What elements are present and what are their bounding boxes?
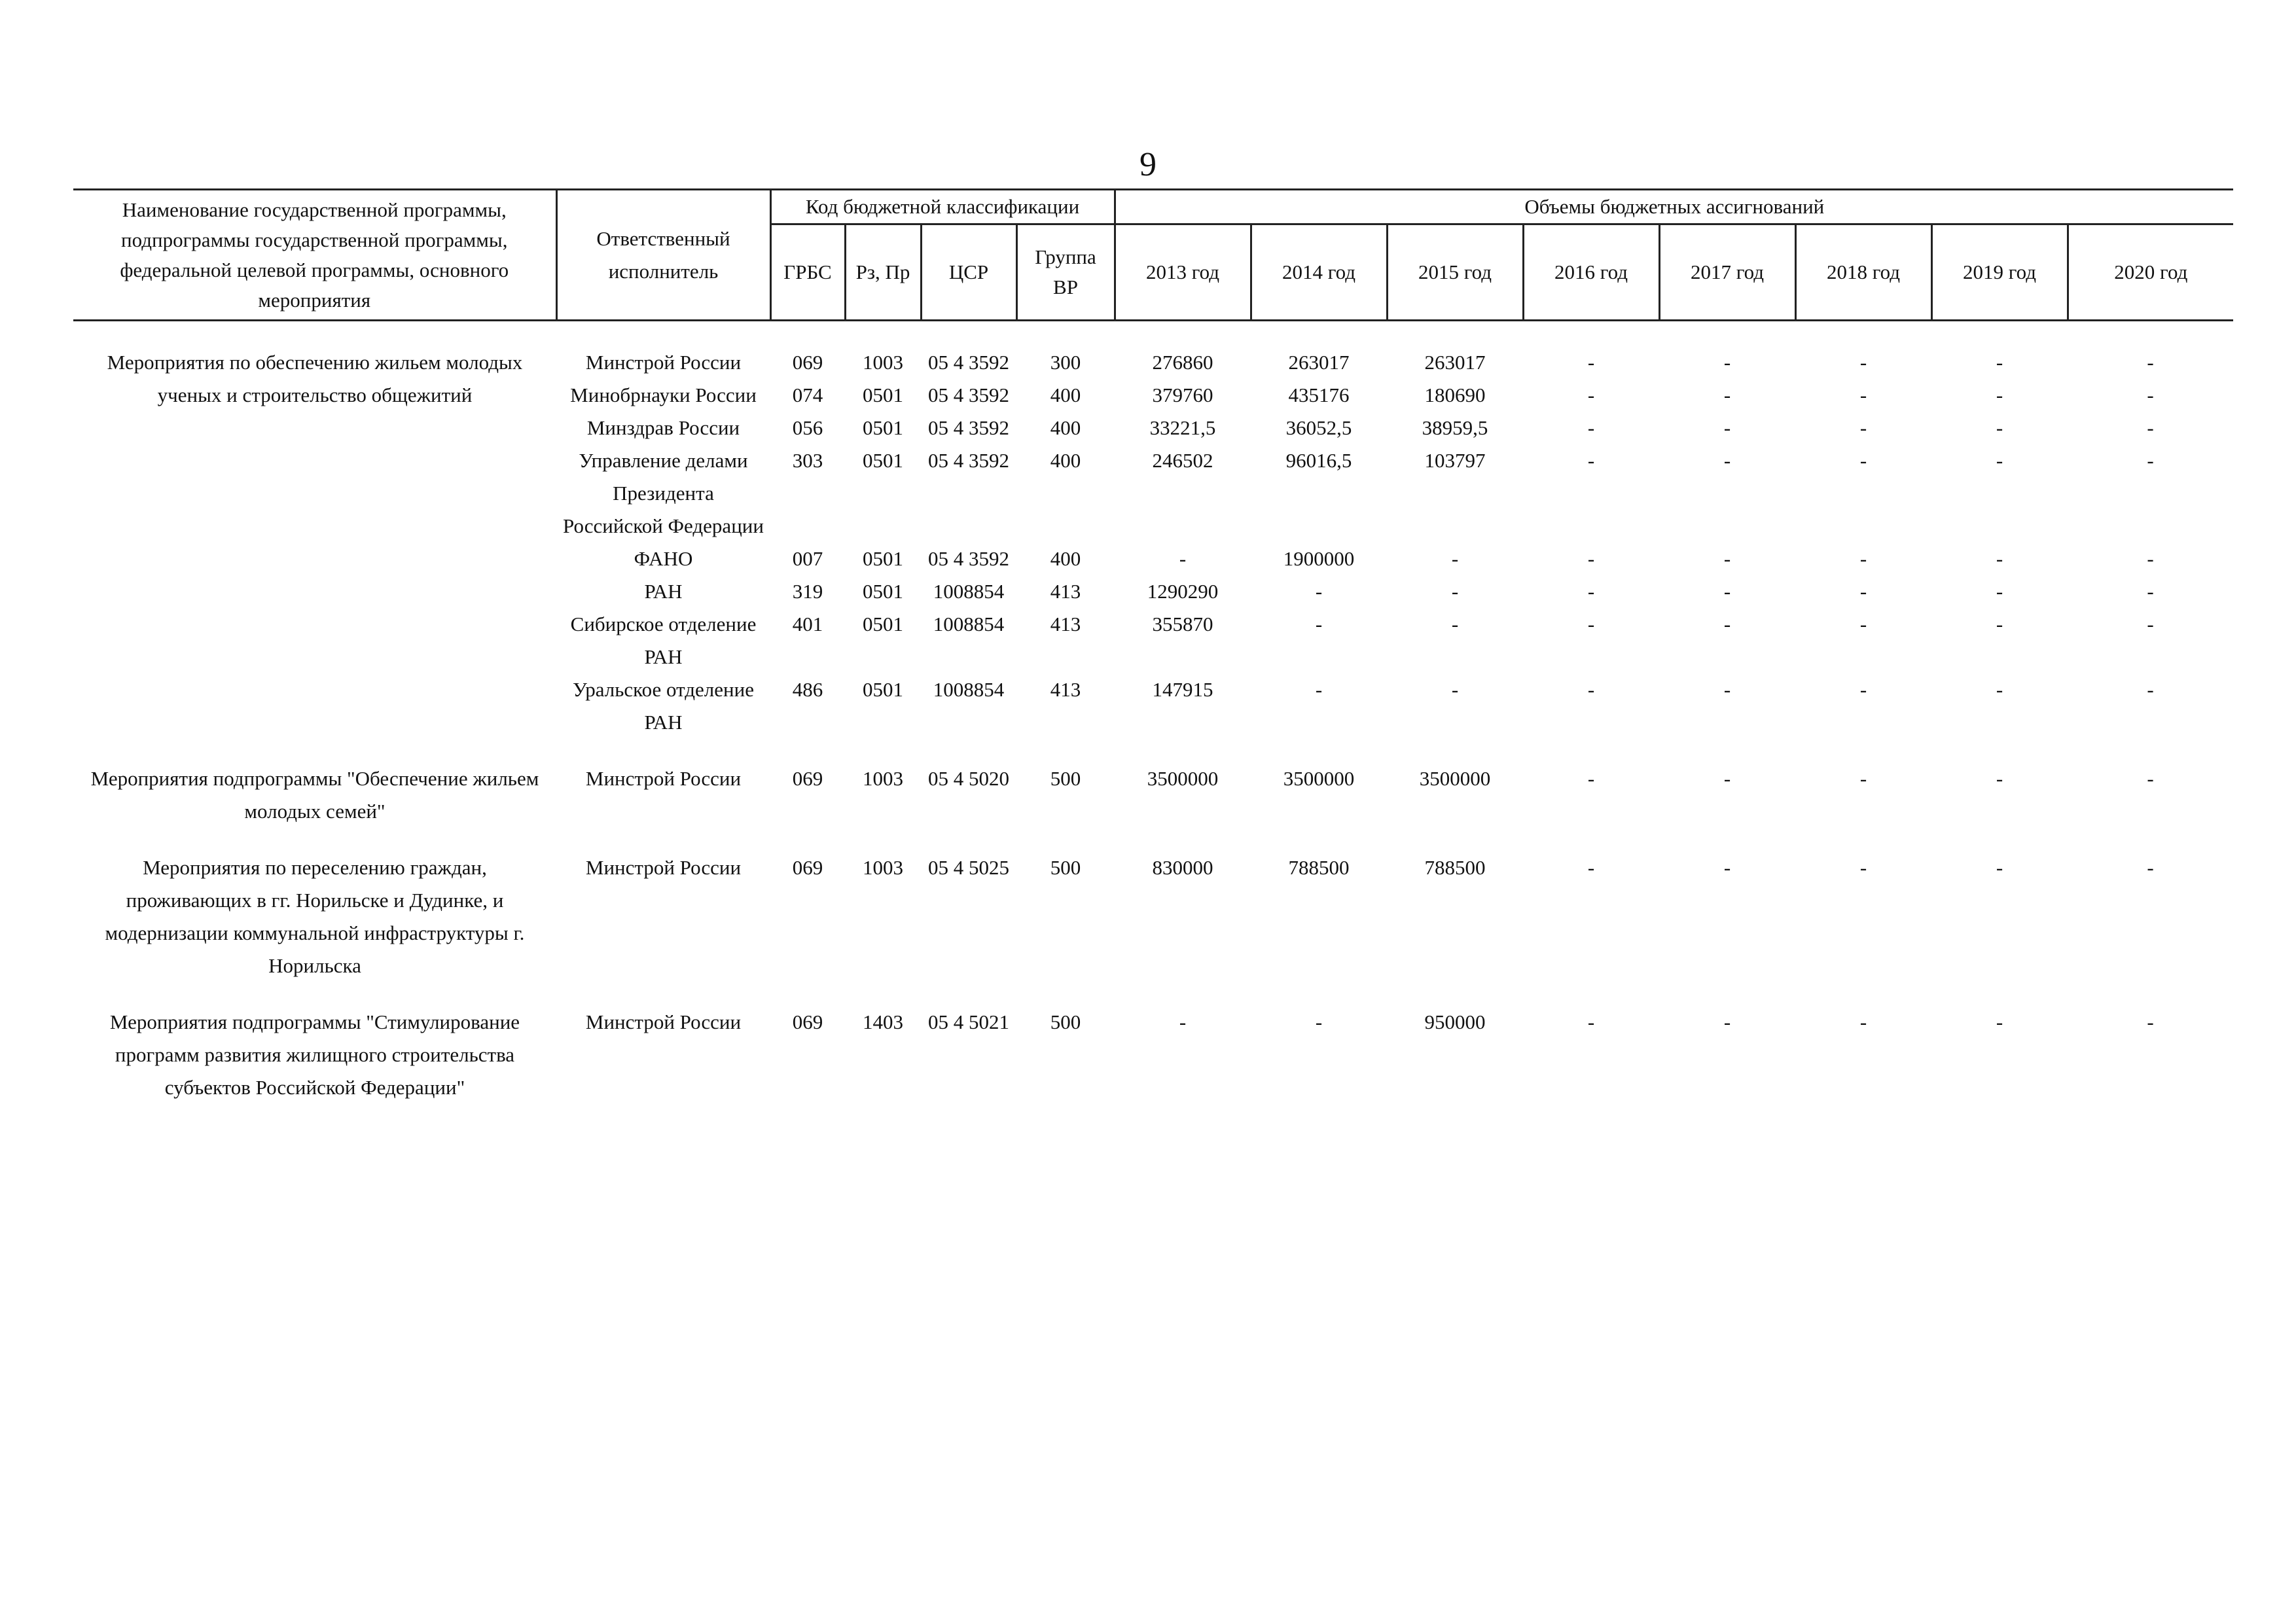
value-cell: - [2147, 613, 2154, 635]
table-row [73, 346, 2233, 379]
value-cell: - [1179, 547, 1187, 570]
vr-cell: 500 [1050, 1010, 1081, 1033]
value-cell: 147915 [1152, 678, 1213, 701]
value-cell: 263017 [1424, 351, 1486, 374]
value-cell: - [1996, 1010, 2003, 1033]
value-cell: - [1451, 547, 1459, 570]
executor-cell: Минстрой России [585, 1010, 742, 1033]
grbs-cell: 074 [792, 383, 823, 406]
executor-cell: ФАНО [634, 547, 693, 570]
value-cell: - [1315, 613, 1323, 635]
program-name: Мероприятия подпрограммы "Стимулирование программ развития жилищного строительства субъектов Российской Федерации" [109, 1010, 520, 1099]
value-cell: - [1723, 351, 1731, 374]
value-cell: 379760 [1152, 383, 1213, 406]
value-cell: - [2147, 856, 2154, 879]
table-body [73, 321, 2233, 1105]
header-year: 2014 год [1251, 224, 1387, 321]
executor-cell: Минобрнауки России [570, 383, 757, 406]
value-cell: - [1315, 678, 1323, 701]
header-code-group: Код бюджетной классификации [770, 190, 1115, 224]
value-cell: - [2147, 678, 2154, 701]
vr-cell: 500 [1050, 856, 1081, 879]
value-cell: 276860 [1152, 351, 1213, 374]
value-cell: - [1179, 1010, 1187, 1033]
value-cell: - [1587, 449, 1595, 472]
header-executor-column: Ответственный исполнитель [556, 190, 770, 321]
rzpr-cell: 1003 [863, 767, 903, 790]
rzpr-cell: 0501 [863, 613, 903, 635]
value-cell: - [1315, 1010, 1323, 1033]
value-cell: - [1996, 449, 2003, 472]
vr-cell: 400 [1050, 416, 1081, 439]
table-row [73, 739, 2233, 828]
value-cell: 1290290 [1147, 580, 1219, 603]
rzpr-cell: 0501 [863, 383, 903, 406]
executor-cell: Минздрав России [586, 416, 740, 439]
value-cell: - [1859, 856, 1867, 879]
value-cell: - [1587, 1010, 1595, 1033]
grbs-cell: 319 [792, 580, 823, 603]
executor-cell: Уральское отделение РАН [573, 678, 754, 734]
value-cell: - [1859, 547, 1867, 570]
value-cell: 246502 [1152, 449, 1213, 472]
program-name: Мероприятия по обеспечению жильем молодых ученых и строительство общежитий [107, 351, 523, 406]
vr-cell: 400 [1050, 449, 1081, 472]
value-cell: - [1859, 767, 1867, 790]
value-cell: - [2147, 767, 2154, 790]
value-cell: 103797 [1424, 449, 1486, 472]
value-cell: 788500 [1288, 856, 1350, 879]
grbs-cell: 303 [792, 449, 823, 472]
spacer-cell [73, 321, 2233, 347]
grbs-cell: 069 [792, 856, 823, 879]
value-cell: 3500000 [1283, 767, 1355, 790]
header-year: 2020 год [2068, 224, 2233, 321]
csr-cell: 1008854 [933, 580, 1005, 603]
vr-cell: 500 [1050, 767, 1081, 790]
csr-cell: 05 4 5021 [928, 1010, 1009, 1033]
value-cell: 38959,5 [1422, 416, 1488, 439]
vr-cell: 413 [1050, 613, 1081, 635]
csr-cell: 05 4 3592 [928, 351, 1009, 374]
rzpr-cell: 0501 [863, 678, 903, 701]
rzpr-cell: 0501 [863, 547, 903, 570]
value-cell: - [1587, 856, 1595, 879]
header-year: 2016 год [1523, 224, 1659, 321]
value-cell: 180690 [1424, 383, 1486, 406]
value-cell: - [1723, 856, 1731, 879]
grbs-cell: 069 [792, 1010, 823, 1033]
value-cell: 950000 [1424, 1010, 1486, 1033]
program-name: Мероприятия подпрограммы "Обеспечение жильем молодых семей" [90, 767, 539, 823]
header-year: 2017 год [1659, 224, 1795, 321]
value-cell: - [1859, 613, 1867, 635]
rzpr-cell: 1003 [863, 856, 903, 879]
csr-cell: 1008854 [933, 678, 1005, 701]
value-cell: - [1859, 351, 1867, 374]
header-name-column: Наименование государственной программы, подпрограммы государственной программы, федеральной целевой программы, основного мероприятия [73, 190, 556, 321]
value-cell: 435176 [1288, 383, 1350, 406]
value-cell: 355870 [1152, 613, 1213, 635]
value-cell: - [2147, 1010, 2154, 1033]
header-rzpr: Рз, Пр [845, 224, 921, 321]
value-cell: - [1859, 416, 1867, 439]
value-cell: - [1723, 449, 1731, 472]
value-cell: 33221,5 [1149, 416, 1216, 439]
vr-cell: 413 [1050, 678, 1081, 701]
csr-cell: 05 4 5020 [928, 767, 1009, 790]
executor-cell: Минстрой России [585, 856, 742, 879]
value-cell: - [1723, 416, 1731, 439]
value-cell: - [1723, 1010, 1731, 1033]
header-year: 2013 год [1115, 224, 1251, 321]
rzpr-cell: 0501 [863, 449, 903, 472]
value-cell: - [1587, 678, 1595, 701]
value-cell: - [1587, 547, 1595, 570]
executor-cell: Минстрой России [585, 767, 742, 790]
table-row [73, 982, 2233, 1104]
grbs-cell: 069 [792, 767, 823, 790]
value-cell: 96016,5 [1285, 449, 1352, 472]
value-cell: - [1859, 449, 1867, 472]
header-year: 2018 год [1795, 224, 1931, 321]
header-volumes-group: Объемы бюджетных ассигнований [1115, 190, 2233, 224]
value-cell: - [1723, 678, 1731, 701]
program-name: Мероприятия по переселению граждан, проживающих в гг. Норильске и Дудинке, и модернизации коммунальной инфраструктуры г. Норильска [105, 856, 525, 977]
rzpr-cell: 0501 [863, 416, 903, 439]
csr-cell: 1008854 [933, 613, 1005, 635]
value-cell: - [2147, 547, 2154, 570]
value-cell: - [1996, 351, 2003, 374]
value-cell: 3500000 [1147, 767, 1219, 790]
executor-cell: РАН [644, 580, 683, 603]
executor-cell: Управление делами Президента Российской Федерации [563, 449, 764, 537]
value-cell: - [2147, 351, 2154, 374]
csr-cell: 05 4 3592 [928, 449, 1009, 472]
csr-cell: 05 4 3592 [928, 547, 1009, 570]
value-cell: 788500 [1424, 856, 1486, 879]
value-cell: 263017 [1288, 351, 1350, 374]
value-cell: - [2147, 449, 2154, 472]
value-cell: - [1587, 580, 1595, 603]
table-spacer [73, 321, 2233, 347]
header-year: 2019 год [1931, 224, 2068, 321]
value-cell: - [1996, 416, 2003, 439]
csr-cell: 05 4 3592 [928, 416, 1009, 439]
value-cell: - [1859, 1010, 1867, 1033]
csr-cell: 05 4 5025 [928, 856, 1009, 879]
value-cell: - [1723, 383, 1731, 406]
value-cell: - [1723, 580, 1731, 603]
value-cell: - [1587, 383, 1595, 406]
header-csr: ЦСР [921, 224, 1016, 321]
budget-table [73, 188, 2233, 1104]
value-cell: - [1859, 580, 1867, 603]
value-cell: - [1996, 580, 2003, 603]
csr-cell: 05 4 3592 [928, 383, 1009, 406]
vr-cell: 400 [1050, 383, 1081, 406]
executor-cell: Минстрой России [585, 351, 742, 374]
table-row [73, 828, 2233, 982]
value-cell: - [1996, 767, 2003, 790]
rzpr-cell: 1403 [863, 1010, 903, 1033]
value-cell: - [1587, 767, 1595, 790]
value-cell: - [1451, 613, 1459, 635]
value-cell: - [1859, 383, 1867, 406]
rzpr-cell: 0501 [863, 580, 903, 603]
vr-cell: 413 [1050, 580, 1081, 603]
grbs-cell: 486 [792, 678, 823, 701]
page-number: 9 [1139, 146, 1157, 183]
value-cell: - [1723, 767, 1731, 790]
vr-cell: 300 [1050, 351, 1081, 374]
value-cell: - [1996, 678, 2003, 701]
grbs-cell: 401 [792, 613, 823, 635]
executor-cell: Сибирское отделение РАН [570, 613, 757, 668]
value-cell: - [1996, 613, 2003, 635]
header-vr: Группа ВР [1016, 224, 1115, 321]
value-cell: - [1859, 678, 1867, 701]
value-cell: - [2147, 416, 2154, 439]
value-cell: - [1996, 383, 2003, 406]
value-cell: 830000 [1152, 856, 1213, 879]
value-cell: - [1315, 580, 1323, 603]
value-cell: - [1723, 613, 1731, 635]
value-cell: - [1723, 547, 1731, 570]
grbs-cell: 069 [792, 351, 823, 374]
value-cell: 3500000 [1419, 767, 1491, 790]
grbs-cell: 056 [792, 416, 823, 439]
value-cell: - [1587, 351, 1595, 374]
value-cell: - [1996, 856, 2003, 879]
rzpr-cell: 1003 [863, 351, 903, 374]
value-cell: 1900000 [1283, 547, 1355, 570]
value-cell: - [1451, 580, 1459, 603]
value-cell: - [1587, 613, 1595, 635]
value-cell: - [2147, 383, 2154, 406]
value-cell: - [1587, 416, 1595, 439]
header-year: 2015 год [1387, 224, 1523, 321]
grbs-cell: 007 [792, 547, 823, 570]
value-cell: - [2147, 580, 2154, 603]
vr-cell: 400 [1050, 547, 1081, 570]
value-cell: 36052,5 [1285, 416, 1352, 439]
value-cell: - [1996, 547, 2003, 570]
header-grbs: ГРБС [770, 224, 845, 321]
value-cell: - [1451, 678, 1459, 701]
